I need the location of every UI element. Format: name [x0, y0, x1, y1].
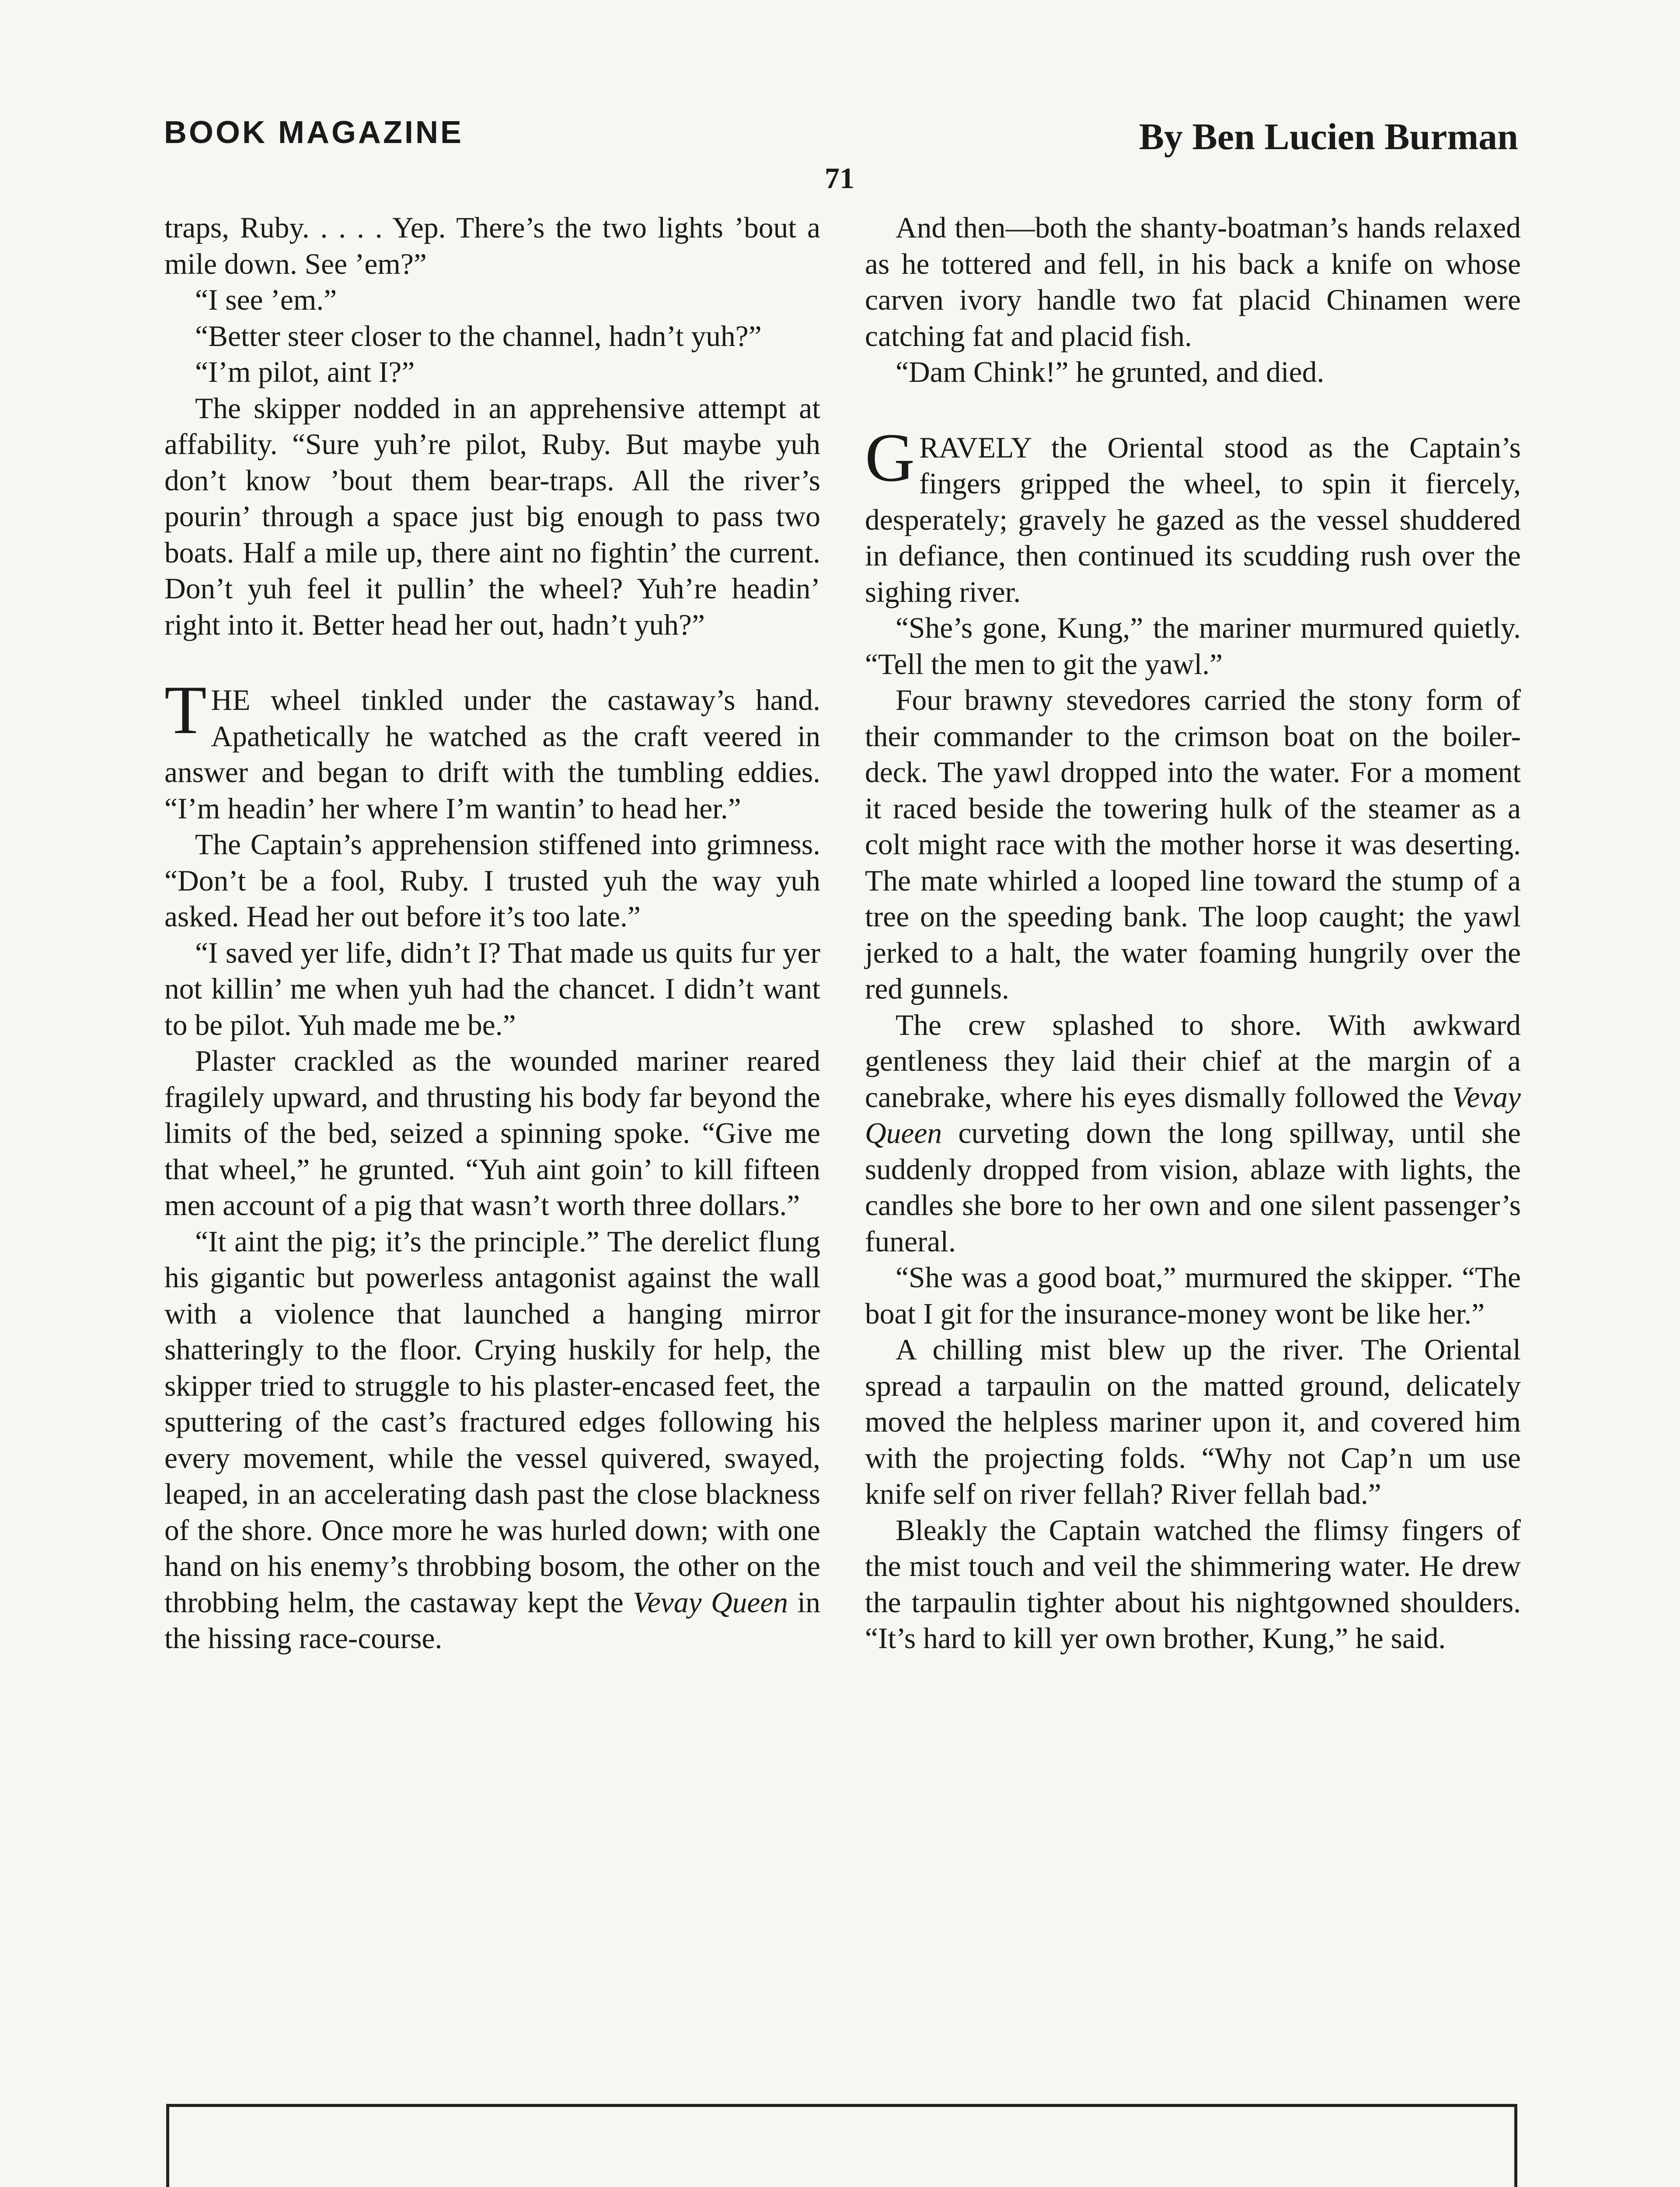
section-paragraph [164, 672, 820, 827]
paragraph [164, 1224, 820, 1657]
page-number: 71 [825, 161, 854, 195]
drop-cap: G [865, 419, 915, 496]
paragraph: “I see ’em.” [195, 283, 337, 316]
left-column [164, 210, 820, 1657]
paragraph: A chilling mist blew up the river. The Oriental spread a tarpaulin on the matted ground, delicately moved the helpless mariner upon it, and covered him with the projecting folds. “Why not Cap’n um use knife self on river fellah? River fellah bad.” [865, 1333, 1521, 1510]
paragraph: Bleakly the Captain watched the flimsy fingers of the mist touch and veil the shimmering water. He drew the tarpaulin tighter about his nightgowned shoulders. “It’s hard to kill yer own brother, Kung,” he said. [865, 1513, 1521, 1655]
paragraph: traps, Ruby. . . . . Yep. There’s the two lights ’bout a mile down. See ’em?” [164, 211, 820, 280]
drop-cap: T [164, 672, 207, 748]
paragraph: The skipper nodded in an apprehensive attempt at affability. “Sure yuh’re pilot, Ruby. But maybe yuh don’t know ’bout them bear-traps. All the river’s pourin’ through a space just big enough to pass two boats. Half a mile up, there aint no fightin’ the current. Don’t yuh feel it pullin’ the wheel? Yuh’re headin’ right into it. Better head her out, hadn’t yuh?” [164, 391, 820, 641]
header-magazine-title: BOOK MAGAZINE [164, 115, 464, 150]
paragraph-text: curveting down the long spillway, until she suddenly dropped from vision, ablaze with lights, the candles she bore to her own and one silent passenger’s funeral. [865, 1117, 1521, 1258]
ship-name: Vevay Queen [865, 1080, 1521, 1149]
paragraph: “She’s gone, Kung,” the mariner murmured quietly. “Tell the men to git the yawl.” [865, 611, 1521, 681]
paragraph: “Better steer closer to the channel, hadn’t yuh?” [195, 319, 762, 353]
right-column [865, 210, 1521, 1657]
paragraph-text: in the hissing race-course. [164, 1586, 821, 1655]
paragraph [865, 1007, 1521, 1260]
paragraph: And then—both the shanty-boatman’s hands relaxed as he tottered and fell, in his back a knife on whose carven ivory handle two fat placid Chinamen were catching fat and placid fish. [865, 211, 1521, 353]
paragraph-text: The crew splashed to shore. With awkward gentleness they laid their chief at the margin of a canebrake, where his eyes dismally followed the [865, 1008, 1521, 1114]
paragraph: “I saved yer life, didn’t I? That made us quits fur yer not killin’ me when yuh had the chancet. I didn’t want to be pilot. Yuh made me be.” [164, 936, 820, 1041]
paragraph-text: RAVELY the Oriental stood as the Captain’s fingers gripped the wheel, to spin it fiercely, desperately; gravely he gazed as the vessel shuddered in defiance, then continued its scudding rush over the sighing river. [865, 431, 1521, 608]
paragraph: Plaster crackled as the wounded mariner reared fragilely upward, and thrusting his body far beyond the limits of the bed, seized a spinning spoke. “Give me that wheel,” he grunted. “Yuh aint goin’ to kill fifteen men account of a pig that wasn’t worth three dollars.” [164, 1045, 820, 1222]
paragraph: The Captain’s apprehension stiffened into grimness. “Don’t be a fool, Ruby. I trusted yuh the way yuh asked. Head her out before it’s too late.” [164, 828, 820, 933]
header-author-byline: By Ben Lucien Burman [1139, 115, 1518, 157]
paragraph-text: “It aint the pig; it’s the principle.” The derelict flung his gigantic but powerless antagonist against the wall with a violence that launched a hanging mirror shatteringly to the floor. Crying huskily for help, the skipper tried to struggle to his plaster-encased feet, the sputtering of the cast’s fractured edges following his every movement, while the vessel quivered, swayed, leaped, in an accelerating dash past the close blackness of the shore. Once more he was hurled down; with one hand on his enemy’s throbbing bosom, the other on the throbbing helm, the castaway kept the [164, 1225, 820, 1619]
paragraph: “I’m pilot, aint I?” [195, 356, 415, 388]
paragraph: “Dam Chink!” he grunted, and died. [896, 356, 1324, 388]
ship-name: Vevay Queen [633, 1586, 788, 1619]
next-issue-notice-box [166, 2104, 1517, 2187]
section-paragraph [865, 419, 1521, 611]
paragraph-text: HE wheel tinkled under the castaway’s hand. Apathetically he watched as the craft veered in answer and began to drift with the tumbling eddies. “I’m headin’ her where I’m wantin’ to head her.” [164, 684, 820, 825]
paragraph: Four brawny stevedores carried the stony form of their commander to the crimson boat on the boiler-deck. The yawl dropped into the water. For a moment it raced beside the towering hulk of the steamer as a colt might race with the mother horse it was deserting. The mate whirled a looped line toward the stump of a tree on the speeding bank. The loop caught; the yawl jerked to a halt, the water foaming hungrily over the red gunnels. [865, 684, 1521, 1005]
paragraph: “She was a good boat,” murmured the skipper. “The boat I git for the insurance-money wont be like her.” [865, 1261, 1521, 1330]
